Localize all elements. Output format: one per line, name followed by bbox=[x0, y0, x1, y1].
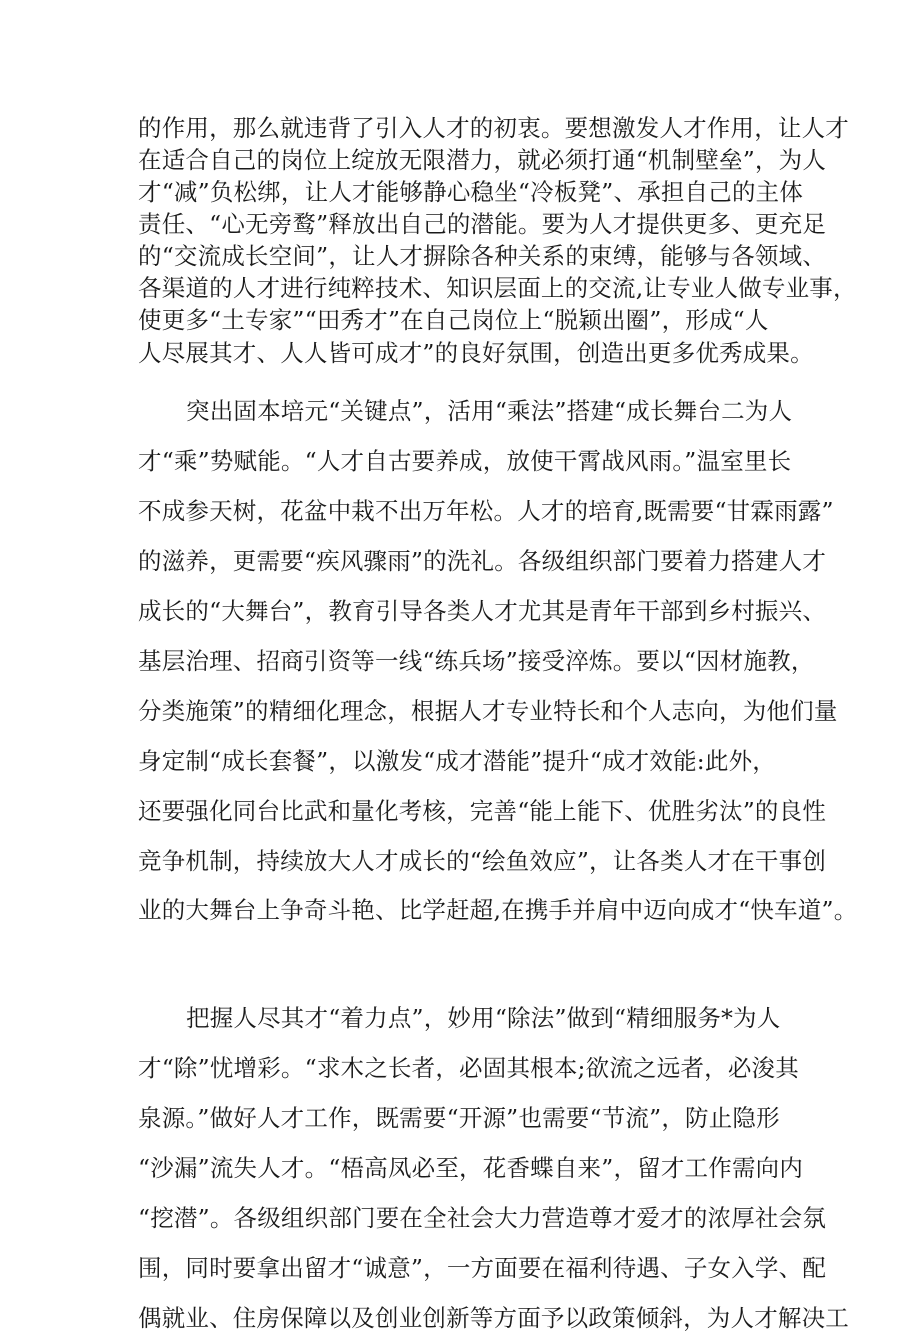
paragraph-2-line-11: 业的大舞台上争奇斗艳、比学赶超,在携手并肩中迈向成才“快车道”。 bbox=[138, 896, 858, 924]
paragraph-1-line-5: 的“交流成长空间”，让人才摒除各种关系的束缚，能够与各领域、 bbox=[138, 242, 827, 270]
paragraph-1-line-2: 在适合自己的岗位上绽放无限潜力，就必须打通“机制壁垒”，为人 bbox=[138, 146, 827, 174]
paragraph-3-line-1: 把握人尽其才“着力点”，妙用“除法”做到“精细服务*为人 bbox=[186, 1004, 781, 1032]
paragraph-1-line-6: 各渠道的人才进行纯粹技术、知识层面上的交流,让专业人做专业事， bbox=[138, 274, 857, 302]
paragraph-3-line-3: 泉源。”做好人才工作，既需要“开源”也需要“节流”，防止隐形 bbox=[138, 1104, 780, 1132]
paragraph-2-line-3: 不成参天树，花盆中栽不出万年松。人才的培育,既需要“甘霖雨露” bbox=[138, 497, 834, 525]
paragraph-2-line-6: 基层治理、招商引资等一线“练兵场”接受淬炼。要以“因材施教， bbox=[138, 647, 815, 675]
paragraph-1-line-7: 使更多“土专家”“田秀才”在自己岗位上“脱颖出圈”，形成“人 bbox=[138, 306, 769, 334]
paragraph-1-line-1: 的作用，那么就违背了引入人才的初衷。要想激发人才作用，让人才 bbox=[138, 114, 849, 142]
paragraph-2-line-5: 成长的“大舞台”，教育引导各类人才尤其是青年干部到乡村振兴、 bbox=[138, 597, 827, 625]
paragraph-2-line-8: 身定制“成长套餐”，以激发“成才潜能”提升“成才效能:此外， bbox=[138, 747, 776, 775]
paragraph-1-line-3: 才“减”负松绑，让人才能够静心稳坐“冷板凳”、承担自己的主体 bbox=[138, 178, 804, 206]
paragraph-2-line-1: 突出固本培元“关键点”，活用“乘法”搭建“成长舞台二为人 bbox=[186, 397, 793, 425]
paragraph-1-line-4: 责任、“心无旁鹜”释放出自己的潜能。要为人才提供更多、更充足 bbox=[138, 210, 827, 238]
paragraph-2-line-9: 还要强化同台比武和量化考核，完善“能上能下、优胜劣汰”的良性 bbox=[138, 797, 827, 825]
paragraph-3-line-6: 围，同时要拿出留才“诚意”，一方面要在福利待遇、子女入学、配 bbox=[138, 1254, 827, 1282]
paragraph-2-line-2: 才“乘”势赋能。“人才自古要养成，放使干霄战风雨。”温室里长 bbox=[138, 447, 792, 475]
paragraph-3-line-2: 才“除”忧增彩。“求木之长者，必固其根本;欲流之远者，必浚其 bbox=[138, 1054, 799, 1082]
paragraph-2-line-10: 竞争机制，持续放大人才成长的“绘鱼效应”，让各类人才在干事创 bbox=[138, 847, 827, 875]
paragraph-1-line-8: 人尽展其才、人人皆可成才”的良好氛围，创造出更多优秀成果。 bbox=[138, 339, 814, 367]
paragraph-3-line-7: 偶就业、住房保障以及创业创新等方面予以政策倾斜，为人才解决工 bbox=[138, 1304, 849, 1332]
paragraph-3-line-5: “挖潜”。各级组织部门要在全社会大力营造尊才爱才的浓厚社会氛 bbox=[138, 1204, 827, 1232]
paragraph-3-line-4: “沙漏”流失人才。“梧高凤必至，花香蝶自来”，留才工作需向内 bbox=[138, 1154, 804, 1182]
paragraph-2-line-7: 分类施策”的精细化理念，根据人才专业特长和个人志向，为他们量 bbox=[138, 697, 838, 725]
paragraph-2-line-4: 的滋养，更需要“疾风骤雨”的洗礼。各级组织部门要着力搭建人才 bbox=[138, 547, 827, 575]
